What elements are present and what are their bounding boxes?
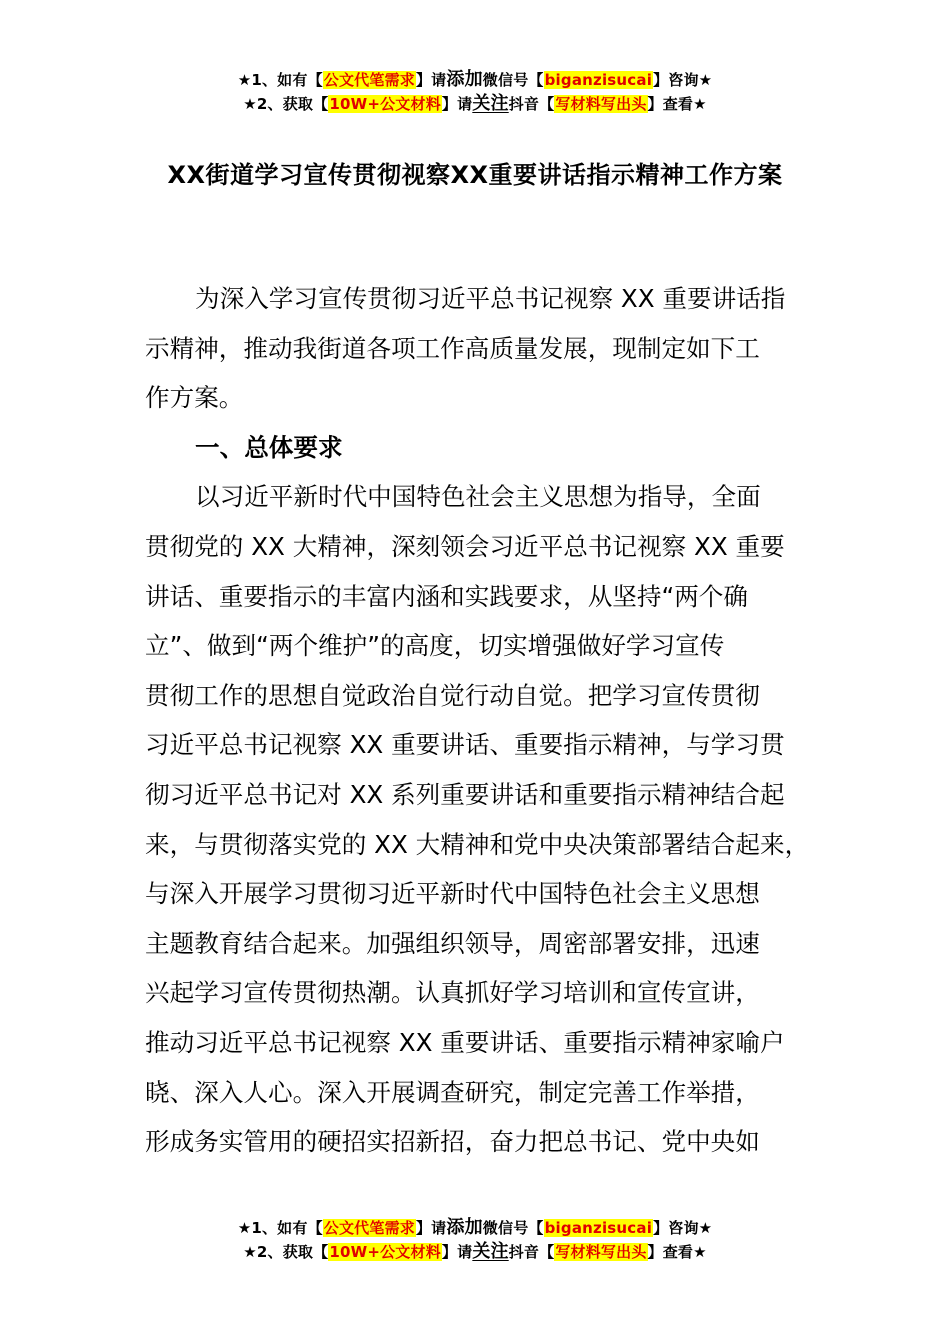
banner-text: 】请 xyxy=(441,1243,473,1261)
banner-emphasis: 关注 xyxy=(472,93,509,114)
banner-text: 】咨询★ xyxy=(653,1219,713,1237)
text-line: 讲话、重要指示的丰富内涵和实践要求，从坚持“两个确 xyxy=(145,581,748,611)
banner-text: ★2、获取【 xyxy=(243,95,329,113)
footer-banner xyxy=(0,1216,950,1264)
banner-text: 】查看★ xyxy=(647,95,707,113)
text-line: 主题教育结合起来。加强组织领导，周密部署安排，迅速 xyxy=(145,928,760,958)
text-line: 形成务实管用的硬招实招新招，奋力把总书记、党中央如 xyxy=(145,1127,760,1157)
banner-text: 抖音【 xyxy=(508,1243,555,1261)
text-line: 贯彻工作的思想自觉政治自觉行动自觉。把学习宣传贯彻 xyxy=(145,680,760,710)
section-heading: 一、总体要求 xyxy=(195,432,343,462)
banner-text: 】咨询★ xyxy=(653,71,713,89)
text-line: 彻习近平总书记对 XX 系列重要讲话和重要指示精神结合起 xyxy=(145,779,785,809)
banner-line-1 xyxy=(0,1216,950,1240)
highlight-douyin: 写材料写出头 xyxy=(555,95,647,113)
document-title: XX街道学习宣传贯彻视察XX重要讲话指示精神工作方案 xyxy=(167,161,783,189)
text-line: 贯彻党的 XX 大精神，深刻领会习近平总书记视察 XX 重要 xyxy=(145,531,785,561)
banner-emphasis: 添加 xyxy=(446,69,483,90)
text-line: 习近平总书记视察 XX 重要讲话、重要指示精神，与学习贯 xyxy=(145,730,785,760)
text-line: 兴起学习宣传贯彻热潮。认真抓好学习培训和宣传宣讲， xyxy=(145,978,760,1008)
text-line: 立”、做到“两个维护”的高度，切实增强做好学习宣传 xyxy=(145,631,725,661)
text-line: 晓、深入人心。深入开展调查研究，制定完善工作举措， xyxy=(145,1077,760,1107)
text-line: 作方案。 xyxy=(145,383,244,413)
highlight-service: 公文代笔需求 xyxy=(323,71,415,89)
highlight-douyin: 写材料写出头 xyxy=(555,1243,647,1261)
text-line: 为深入学习宣传贯彻习近平总书记视察 XX 重要讲话指 xyxy=(195,284,786,313)
text-line: 以习近平新时代中国特色社会主义思想为指导，全面 xyxy=(195,482,761,512)
banner-emphasis: 添加 xyxy=(446,1217,483,1238)
text-line: 来，与贯彻落实党的 XX 大精神和党中央决策部署结合起来， xyxy=(145,829,810,859)
highlight-service: 公文代笔需求 xyxy=(323,1219,415,1237)
text-line: 与深入开展学习贯彻习近平新时代中国特色社会主义思想 xyxy=(145,879,760,909)
highlight-wechat-id: biganzisucai xyxy=(544,1219,653,1237)
highlight-wechat-id: biganzisucai xyxy=(544,71,653,89)
header-banner xyxy=(0,68,950,116)
document-body xyxy=(145,274,817,1167)
banner-text: 】请 xyxy=(441,95,473,113)
text-line: 示精神，推动我街道各项工作高质量发展，现制定如下工 xyxy=(145,333,760,363)
banner-line-2 xyxy=(0,92,950,116)
highlight-materials: 10W+公文材料 xyxy=(329,1243,441,1261)
banner-text: 】查看★ xyxy=(647,1243,707,1261)
highlight-materials: 10W+公文材料 xyxy=(329,95,441,113)
banner-text: ★1、如有【 xyxy=(237,71,323,89)
banner-line-2 xyxy=(0,1240,950,1264)
banner-text: 抖音【 xyxy=(508,95,555,113)
banner-emphasis: 关注 xyxy=(472,1241,509,1262)
text-line: 推动习近平总书记视察 XX 重要讲话、重要指示精神家喻户 xyxy=(145,1027,785,1057)
banner-text: 微信号【 xyxy=(482,1219,544,1237)
banner-line-1 xyxy=(0,68,950,92)
banner-text: 】请 xyxy=(415,1219,447,1237)
banner-text: 微信号【 xyxy=(482,71,544,89)
banner-text: 】请 xyxy=(415,71,447,89)
banner-text: ★1、如有【 xyxy=(237,1219,323,1237)
banner-text: ★2、获取【 xyxy=(243,1243,329,1261)
